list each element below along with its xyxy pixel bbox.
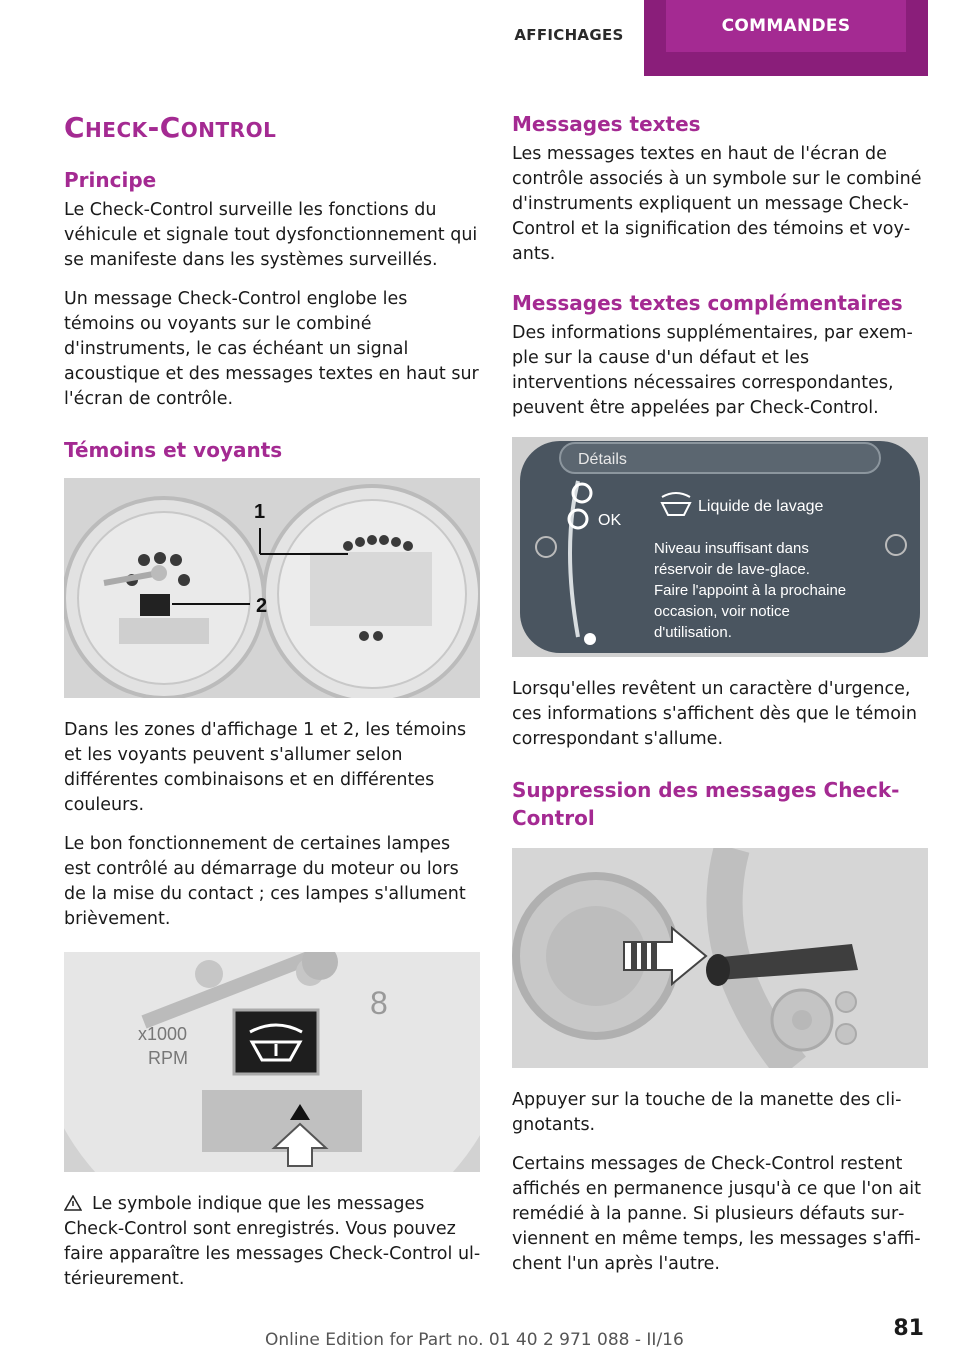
- paragraph: Le Check-Control surveille les fonctions du véhicule et signale tout dysfonctionnement qui se manifeste dans les systèmes surveillés.: [64, 200, 478, 270]
- right-column: [512, 110, 928, 1291]
- warning-lamp-figure: [64, 952, 480, 1172]
- screen-ok: OK: [598, 512, 622, 529]
- paragraph-symbol: [64, 1192, 482, 1292]
- left-column: [64, 108, 482, 1306]
- fig2-rpm-label2: RPM: [148, 1048, 188, 1068]
- screen-title: Liquide de lavage: [698, 498, 824, 515]
- paragraph: Des informations supplémentaires, par exemple sur la cause d'un défaut et les interventions nécessaires correspondantes, peuvent être appelées par Check-Control.: [512, 323, 913, 418]
- tab-commandes-label: COMMANDES: [666, 0, 906, 52]
- fig2-digit: 8: [370, 985, 388, 1021]
- heading-messages-complementaires: Messages textes complémentaires: [512, 291, 903, 315]
- header-tabs: [494, 0, 928, 76]
- fig1-callout-1: 1: [254, 501, 266, 523]
- paragraph: Certains messages de Check-Control restent affichés en permanence jusqu'à ce que l'on ait remédié à la panne. Si plusieurs défauts surviennent en même temps, les messages s'affichent l'un après l'autre.: [512, 1154, 921, 1274]
- page-title: Check-Control: [64, 111, 277, 144]
- paragraph: Appuyer sur la touche de la manette des clignotants.: [512, 1090, 902, 1135]
- symbol-text: Le symbole indique que les messages Check-Control sont enregistrés. Vous pouvez faire apparaître les messages Check-Control ultérieurement.: [64, 1194, 481, 1289]
- heading-messages-textes: Messages textes: [512, 112, 701, 136]
- fig1-callout-2: 2: [256, 595, 268, 617]
- tab-affichages[interactable]: AFFICHAGES: [514, 26, 624, 44]
- heading-temoins: Témoins et voyants: [64, 438, 283, 462]
- screen-line: Niveau insuffisant dans: [654, 540, 809, 557]
- control-display-figure: [512, 437, 928, 657]
- paragraph: Les messages textes en haut de l'écran de contrôle associés à un symbole sur le combiné d'instruments expliquent un message Check-Control et la signification des témoins et voyants.: [512, 144, 922, 264]
- turn-signal-stalk-figure: [512, 848, 928, 1068]
- instrument-cluster-figure: [64, 478, 480, 698]
- screen-header: Détails: [578, 451, 627, 468]
- screen-line: d'utilisation.: [654, 624, 732, 641]
- footer-text: Online Edition for Part no. 01 40 2 971 088 - II/16: [265, 1330, 684, 1350]
- screen-line: Faire l'appoint à la prochaine: [654, 582, 847, 599]
- fig2-rpm-label: x1000: [138, 1024, 188, 1044]
- page-number: 81: [893, 1316, 924, 1341]
- heading-suppression: Suppression des messages Check-Control: [512, 778, 900, 830]
- paragraph: Dans les zones d'affichage 1 et 2, les témoins et les voyants peuvent s'allumer selon différentes combinaisons et en différentes couleurs.: [64, 720, 467, 815]
- screen-line: réservoir de lave-glace.: [654, 561, 810, 578]
- paragraph: Le bon fonctionnement de certaines lampes est contrôlé au démarrage du moteur ou lors de la mise du contact ; ces lampes s'allument brièvement.: [64, 834, 466, 929]
- heading-principe: Principe: [64, 168, 157, 192]
- tab-commandes[interactable]: [644, 0, 928, 76]
- screen-line: occasion, voir notice: [654, 603, 790, 620]
- paragraph: Un message Check-Control englobe les témoins ou voyants sur le combiné d'instruments, le cas échéant un signal acoustique et des messages textes en haut sur l'écran de contrôle.: [64, 289, 479, 409]
- warning-triangle-icon: [64, 1195, 82, 1211]
- paragraph: Lorsqu'elles revêtent un caractère d'urgence, ces informations s'affichent dès que le témoin correspondant s'allume.: [512, 679, 917, 749]
